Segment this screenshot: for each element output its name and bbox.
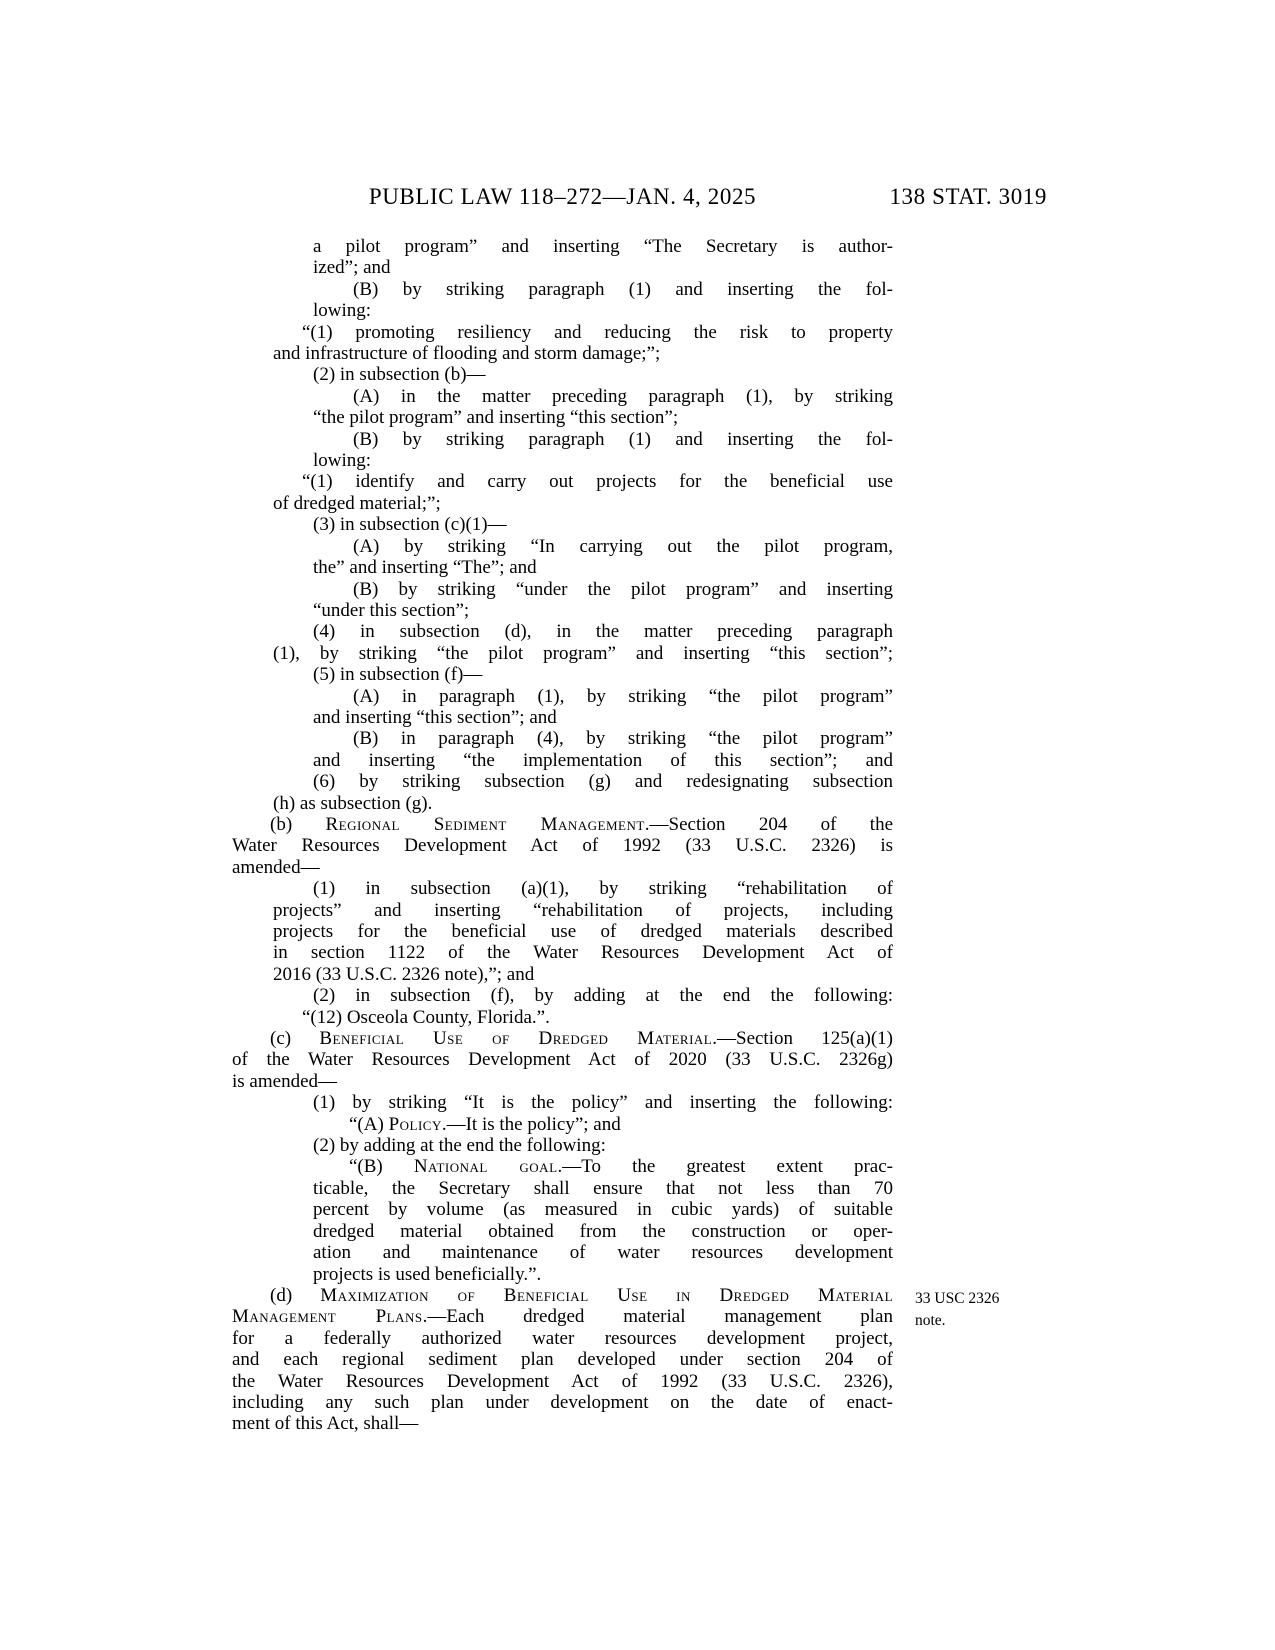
- statute-line: (2) by adding at the end the following:: [313, 1135, 606, 1157]
- statute-line: (b) Regional Sediment Management.—Section 204 of the: [270, 813, 893, 835]
- statute-line: of dredged material;”;: [273, 492, 441, 514]
- statute-line: percent by volume (as measured in cubic yards) of suitable: [313, 1199, 893, 1221]
- statute-line: (5) in subsection (f)—: [313, 664, 483, 686]
- statute-line: projects for the beneficial use of dredged materials described: [273, 921, 893, 942]
- statute-line: “the pilot program” and inserting “this section”;: [313, 407, 679, 429]
- statute-line: (B) by striking paragraph (1) and inserting the fol-: [353, 428, 893, 450]
- statute-line: ized”; and: [313, 257, 391, 279]
- statute-line: (A) in the matter preceding paragraph (1), by striking: [353, 385, 893, 407]
- statute-line: Water Resources Development Act of 1992 (33 U.S.C. 2326) is: [232, 835, 893, 857]
- statute-line: and inserting “the implementation of this section”; and: [313, 749, 893, 771]
- statute-line: (B) by striking “under the pilot program” and inserting: [353, 578, 893, 600]
- statute-text-column: [232, 236, 893, 1435]
- statute-line: (1) in subsection (a)(1), by striking “rehabilitation of: [313, 878, 893, 900]
- statute-line: (A) by striking “In carrying out the pilot program,: [353, 535, 893, 557]
- statute-line: (2) in subsection (b)—: [313, 364, 486, 386]
- small-caps-heading: Regional Sediment Management: [325, 813, 645, 835]
- statute-line: (4) in subsection (d), in the matter preceding paragraph: [313, 621, 893, 643]
- statute-line: (B) in paragraph (4), by striking “the pilot program”: [353, 728, 893, 750]
- statute-line: (A) in paragraph (1), by striking “the pilot program”: [353, 685, 893, 707]
- statute-line: ment of this Act, shall—: [232, 1413, 419, 1435]
- statute-line: ation and maintenance of water resources development: [313, 1242, 893, 1264]
- statute-line: ticable, the Secretary shall ensure that not less than 70: [313, 1177, 893, 1199]
- statute-line: Management Plans.—Each dredged material management plan: [232, 1306, 893, 1328]
- statute-line: the Water Resources Development Act of 1992 (33 U.S.C. 2326),: [232, 1370, 893, 1392]
- statute-line: (c) Beneficial Use of Dredged Material.—Section 125(a)(1): [270, 1028, 893, 1050]
- statute-line: and inserting “this section”; and: [313, 706, 557, 728]
- small-caps-heading: Beneficial Use of Dredged Material: [319, 1028, 713, 1050]
- statute-line: the” and inserting “The”; and: [313, 557, 537, 579]
- margin-note-usc-citation: [915, 1288, 1035, 1332]
- margin-note-line: 33 USC 2326: [915, 1290, 1000, 1307]
- statute-line: lowing:: [313, 450, 372, 472]
- statute-line: is amended—: [232, 1070, 338, 1092]
- statute-line: (1), by striking “the pilot program” and inserting “this section”;: [273, 642, 893, 664]
- statute-line: “(1) promoting resiliency and reducing the risk to property: [302, 321, 893, 343]
- statute-line: “under this section”;: [313, 599, 470, 621]
- statute-line: 2016 (33 U.S.C. 2326 note),”; and: [273, 963, 535, 985]
- statute-line: (h) as subsection (g).: [273, 792, 433, 814]
- statute-line: (2) in subsection (f), by adding at the end the following:: [313, 985, 893, 1007]
- statute-line: including any such plan under development on the date of enact-: [232, 1391, 893, 1413]
- statute-line: of the Water Resources Development Act of 2020 (33 U.S.C. 2326g): [232, 1049, 893, 1071]
- small-caps-heading: Management Plans: [232, 1306, 423, 1328]
- statute-line: for a federally authorized water resources development project,: [232, 1327, 893, 1349]
- small-caps-heading: National goal: [413, 1156, 558, 1178]
- statute-line: (3) in subsection (c)(1)—: [313, 514, 507, 536]
- margin-note-line: note.: [915, 1312, 946, 1329]
- statute-line: dredged material obtained from the construction or oper-: [313, 1220, 893, 1242]
- statute-line: and each regional sediment plan developed under section 204 of: [232, 1349, 893, 1371]
- statute-line: amended—: [232, 856, 320, 878]
- statute-line: (1) by striking “It is the policy” and inserting the following:: [313, 1092, 893, 1114]
- statute-line: a pilot program” and inserting “The Secretary is author-: [313, 236, 893, 257]
- statute-line: in section 1122 of the Water Resources Development Act of: [273, 942, 893, 964]
- statute-line: (6) by striking subsection (g) and redesignating subsection: [313, 771, 893, 793]
- statute-line: lowing:: [313, 300, 372, 322]
- statute-line: and infrastructure of flooding and storm damage;”;: [273, 343, 661, 365]
- statute-line: (d) Maximization of Beneficial Use in Dredged Material: [270, 1284, 894, 1306]
- statute-line: “(A) Policy.—It is the policy”; and: [349, 1113, 621, 1135]
- statute-line: projects is used beneficially.”.: [313, 1263, 542, 1285]
- small-caps-heading: Maximization of Beneficial Use in Dredged Material: [320, 1284, 894, 1306]
- statute-line: projects” and inserting “rehabilitation of projects, including: [273, 899, 893, 921]
- statute-line: “(1) identify and carry out projects for the beneficial use: [302, 471, 893, 493]
- page-header-law-title: PUBLIC LAW 118–272—JAN. 4, 2025: [368, 184, 757, 209]
- small-caps-heading: Policy: [388, 1113, 442, 1135]
- statute-line: (B) by striking paragraph (1) and inserting the fol-: [353, 278, 893, 300]
- statute-line: “(12) Osceola County, Florida.”.: [302, 1006, 550, 1028]
- statute-line: “(B) National goal.—To the greatest extent prac-: [349, 1156, 893, 1178]
- page-header-stat-number: 138 STAT. 3019: [889, 184, 1047, 209]
